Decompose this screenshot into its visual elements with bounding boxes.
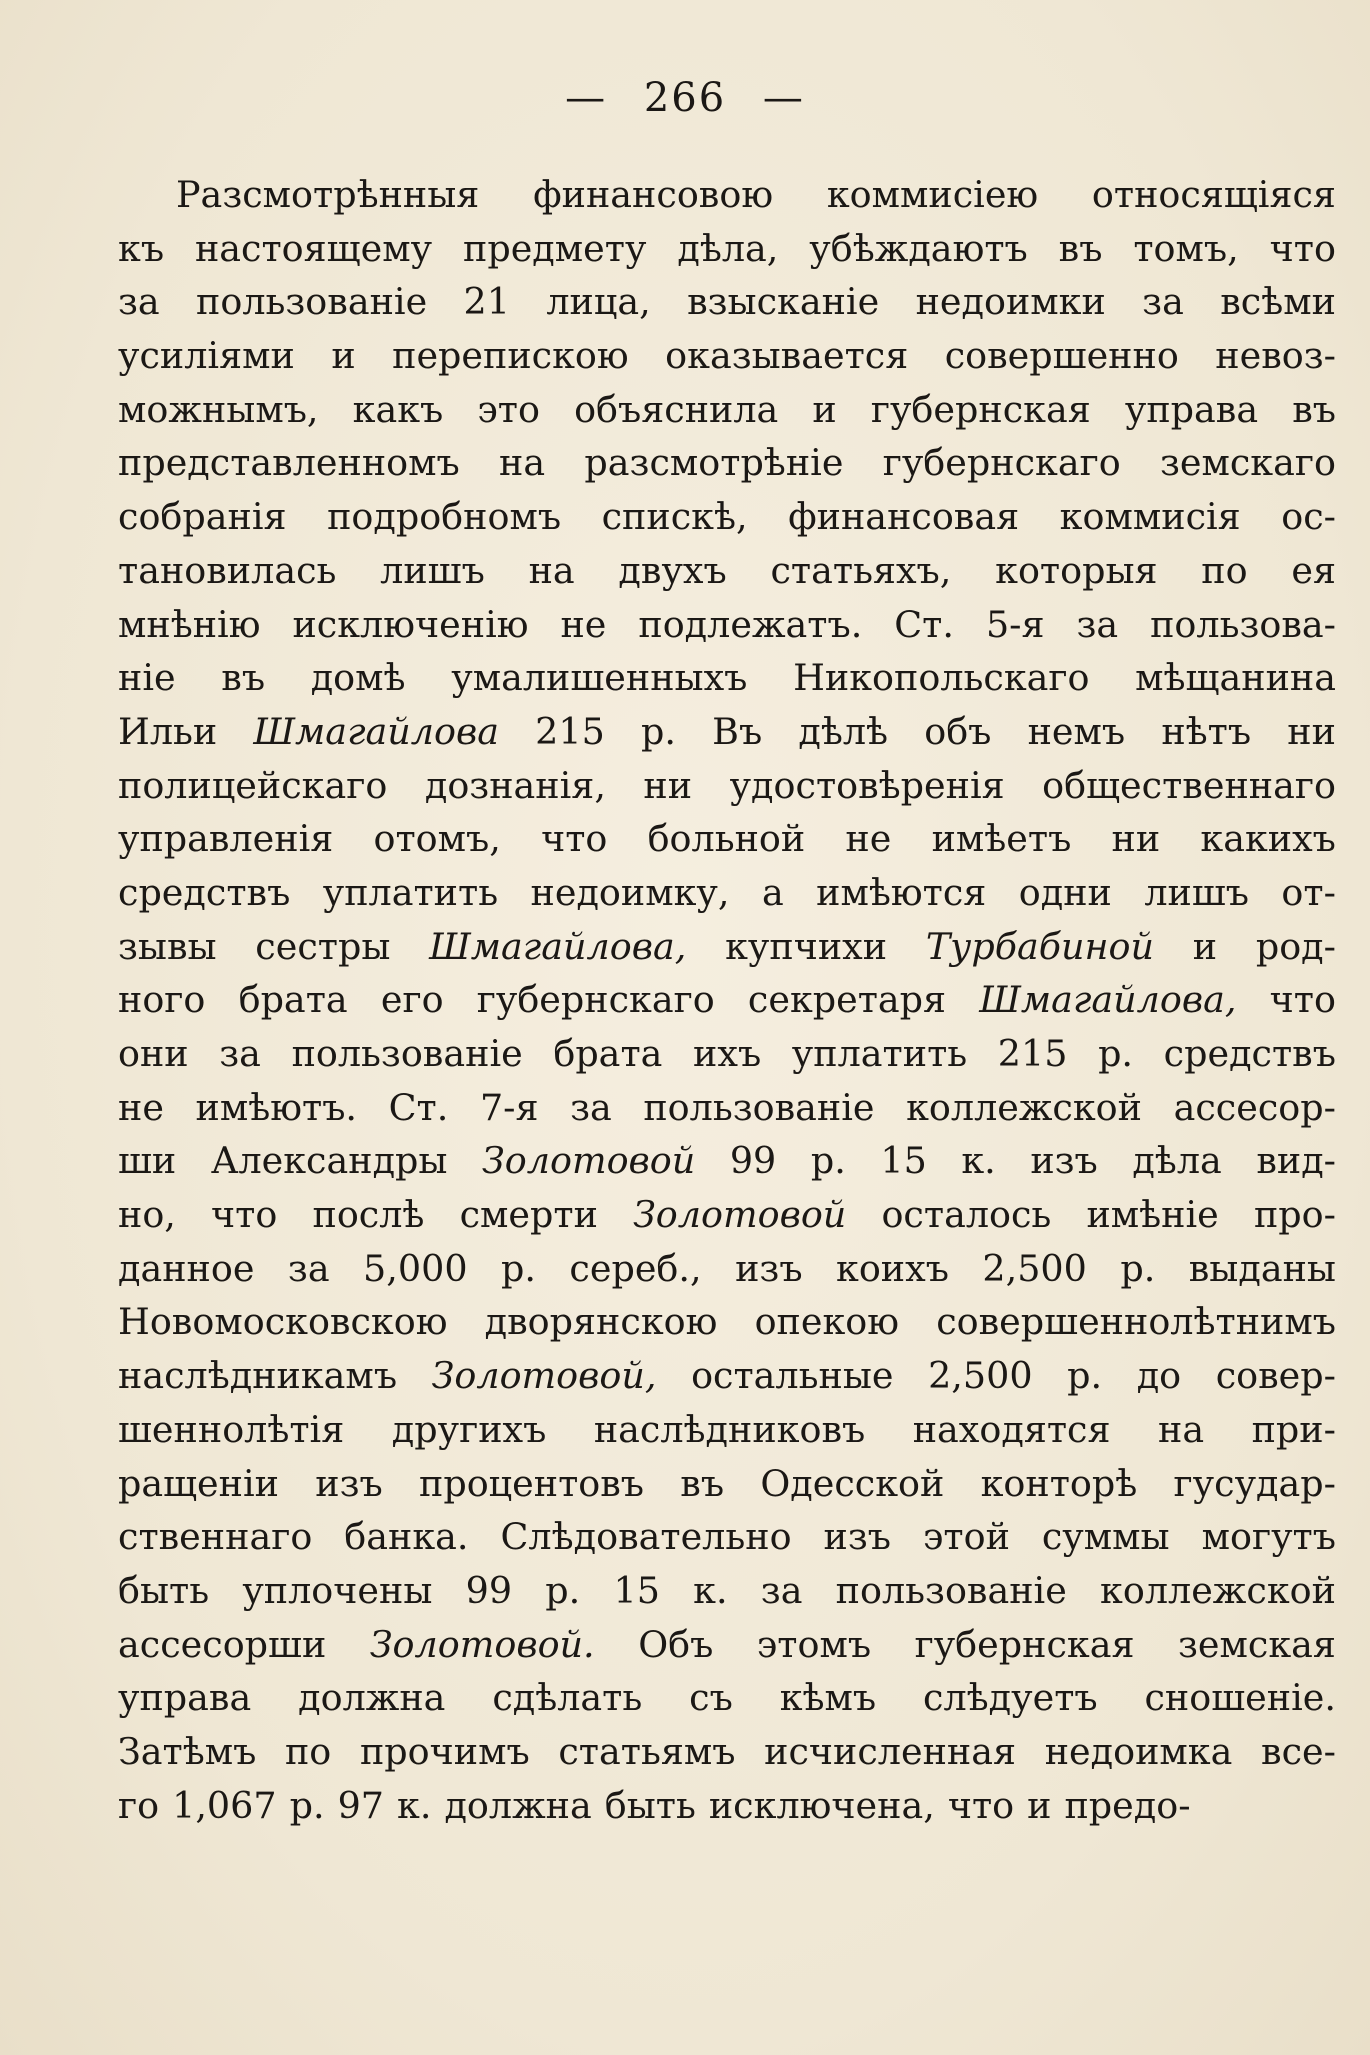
word: к.: [961, 1139, 996, 1183]
word: изъ: [823, 1515, 891, 1559]
word: Въ: [712, 709, 763, 753]
word: двухъ: [618, 548, 727, 592]
word: конторѣ: [980, 1461, 1138, 1505]
word: дѣла,: [677, 226, 779, 270]
word: и: [812, 387, 837, 431]
word: р.: [1067, 1354, 1103, 1398]
word: род-: [1255, 924, 1336, 968]
text-line: [118, 705, 1336, 759]
word: Разсмотрѣнныя: [176, 173, 480, 216]
word: исключенiю: [292, 602, 529, 646]
page-header: [0, 68, 1370, 128]
word: на: [499, 441, 546, 485]
word: другихъ: [391, 1407, 547, 1451]
word: все-: [1261, 1729, 1336, 1773]
word: которыя: [995, 548, 1158, 592]
word: уплочены: [242, 1568, 433, 1612]
word: за: [287, 1246, 330, 1290]
word: ственнаго: [118, 1515, 313, 1559]
word: представленномъ: [118, 441, 460, 485]
word: остальные: [691, 1354, 894, 1398]
text-line: [118, 1081, 1336, 1135]
word: имѣются: [816, 870, 987, 914]
word: смерти: [459, 1193, 598, 1237]
body-text: [118, 168, 1336, 1832]
word: секретаря: [747, 978, 947, 1022]
text-line: [118, 1618, 1336, 1672]
word: губернская: [914, 1622, 1135, 1666]
text-line: [118, 383, 1336, 437]
text-line: [118, 1779, 1336, 1833]
word: тановилась: [118, 548, 337, 592]
word: предмету: [463, 226, 647, 270]
word: этой: [922, 1515, 1010, 1559]
word: взысканiе: [687, 280, 880, 324]
text-line: [118, 1457, 1336, 1511]
word: настоящему: [194, 226, 433, 270]
word: 215: [535, 709, 605, 753]
word: дѣла: [1132, 1139, 1222, 1183]
word: Александры: [210, 1139, 448, 1183]
word: пользова-: [1150, 602, 1336, 646]
word: имѣетъ: [931, 817, 1072, 861]
text-line: [118, 222, 1336, 276]
word: за: [1142, 280, 1184, 324]
word: на: [1158, 1407, 1205, 1451]
word: и: [331, 334, 356, 378]
word: имѣютъ.: [195, 1085, 358, 1129]
word: 5,000: [363, 1246, 468, 1290]
word: какъ: [352, 387, 444, 431]
word: от-: [1281, 870, 1336, 914]
word: 5-я: [985, 602, 1045, 646]
text-line: [118, 920, 1336, 974]
italic-word: Золотовой.: [369, 1622, 595, 1666]
word: и: [1027, 1783, 1052, 1827]
italic-word: Золотовой: [482, 1139, 696, 1183]
word: совершеннолѣтнимъ: [936, 1300, 1336, 1344]
word: въ: [680, 1461, 725, 1505]
italic-word: Шмагайлова,: [429, 924, 687, 968]
word: ассесорши: [118, 1622, 327, 1666]
word: управа: [118, 1676, 252, 1720]
word: этомъ: [756, 1622, 872, 1666]
italic-word: Шмагайлова,: [979, 978, 1237, 1022]
word: могутъ: [1201, 1515, 1336, 1559]
word: исчисленная: [764, 1729, 1017, 1773]
word: ос-: [1281, 495, 1336, 539]
word: р.: [641, 709, 676, 753]
word: уплатить: [322, 870, 499, 914]
word: про-: [1253, 1193, 1336, 1237]
word: предо-: [1064, 1783, 1191, 1827]
word: умалишенныхъ: [451, 656, 748, 700]
text-line: [118, 436, 1336, 490]
word: вид-: [1256, 1139, 1336, 1183]
word: купчихи: [725, 924, 888, 968]
word: оказывается: [665, 334, 909, 378]
word: коллежской: [1100, 1568, 1336, 1612]
word: исключена,: [708, 1783, 935, 1827]
text-line: [118, 651, 1336, 705]
page-number-dash-left: —: [565, 75, 608, 121]
word: недоимки: [915, 280, 1106, 324]
word: что: [541, 817, 608, 861]
word: за: [570, 1085, 612, 1129]
word: р.: [289, 1783, 325, 1827]
word: удостовѣренiя: [729, 763, 1005, 807]
word: кѣмъ: [779, 1676, 877, 1720]
word: собранiя: [118, 495, 287, 539]
word: 215: [997, 1032, 1068, 1075]
word: они: [118, 1032, 189, 1075]
word: но,: [118, 1193, 176, 1237]
word: коммисiя: [1059, 495, 1241, 539]
word: данное: [118, 1246, 255, 1290]
word: Никопольскаго: [793, 656, 1090, 700]
word: осталось: [881, 1193, 1052, 1237]
word: сдѣлать: [492, 1676, 643, 1720]
word: недоимку,: [530, 870, 730, 914]
word: спискѣ,: [601, 495, 748, 539]
text-line: [118, 1564, 1336, 1618]
text-line: [118, 1403, 1336, 1457]
word: 15: [613, 1568, 660, 1612]
word: ращенiи: [118, 1461, 279, 1505]
word: послѣ: [312, 1193, 425, 1237]
word: объяснила: [574, 387, 779, 431]
word: лица,: [546, 280, 651, 324]
word: 2,500: [982, 1246, 1087, 1290]
italic-word: Турбабиной: [925, 924, 1155, 968]
word: не: [118, 1085, 164, 1129]
text-line: [118, 168, 1336, 222]
word: изъ: [1030, 1139, 1098, 1183]
word: быть: [604, 1783, 696, 1827]
word: на: [528, 548, 575, 592]
word: ни: [643, 763, 693, 807]
word: гусудар-: [1173, 1461, 1336, 1505]
text-line: [118, 275, 1336, 329]
word: опекою: [754, 1300, 900, 1344]
word: изъ: [315, 1461, 383, 1505]
word: к.: [693, 1568, 728, 1612]
word: нiе: [118, 656, 176, 700]
word: выданы: [1188, 1246, 1336, 1290]
text-line: [118, 759, 1336, 813]
word: въ: [221, 656, 266, 700]
word: статьямъ: [558, 1729, 736, 1773]
text-line: [118, 1188, 1336, 1242]
word: Объ: [638, 1622, 714, 1666]
word: средствъ: [1163, 1032, 1336, 1075]
word: Ильи: [118, 709, 218, 753]
word: Одесской: [760, 1461, 945, 1505]
word: къ: [118, 226, 165, 270]
word: к.: [397, 1783, 432, 1827]
word: коихъ: [836, 1246, 949, 1290]
word: брата: [553, 1032, 663, 1075]
word: го: [118, 1783, 160, 1827]
word: мѣщанина: [1135, 656, 1336, 700]
text-line: [118, 544, 1336, 598]
word: Затѣмъ: [118, 1729, 257, 1773]
word: по: [284, 1729, 332, 1773]
text-line: [118, 1242, 1336, 1296]
text-line: [118, 973, 1336, 1027]
word: одни: [1018, 870, 1112, 914]
word: ассесор-: [1173, 1085, 1336, 1129]
word: финансовою: [533, 173, 774, 216]
word: шеннолѣтiя: [118, 1407, 345, 1451]
text-line: [118, 1134, 1336, 1188]
word: слѣдуетъ: [923, 1676, 1098, 1720]
word: изъ: [735, 1246, 803, 1290]
page-number-dash-right: —: [762, 75, 805, 121]
word: 1,067: [172, 1783, 277, 1827]
word: полицейскаго: [118, 763, 388, 807]
text-line: [118, 1295, 1336, 1349]
word: какихъ: [1200, 817, 1336, 861]
word: находятся: [912, 1407, 1111, 1451]
word: имѣнiе: [1086, 1193, 1219, 1237]
word: что: [1269, 978, 1336, 1022]
word: банка.: [344, 1515, 469, 1559]
word: съ: [689, 1676, 733, 1720]
word: 99: [729, 1139, 777, 1183]
word: Ст.: [388, 1085, 449, 1129]
word: разсмотрѣнiе: [584, 441, 844, 485]
word: 2,500: [928, 1354, 1033, 1398]
word: 15: [880, 1139, 927, 1183]
word: статьяхъ,: [770, 548, 952, 592]
word: пользованiе: [643, 1085, 875, 1129]
word: томъ,: [1133, 226, 1239, 270]
word: до: [1136, 1354, 1182, 1398]
text-line: [118, 490, 1336, 544]
word: сереб.,: [569, 1246, 702, 1290]
word: отомъ,: [373, 817, 501, 861]
word: управа: [1124, 387, 1259, 431]
word: за: [219, 1032, 261, 1075]
word: сестры: [255, 924, 391, 968]
word: усилiями: [118, 334, 295, 378]
word: немъ: [1027, 709, 1126, 753]
word: пользованiе: [196, 280, 428, 324]
word: за: [118, 280, 160, 324]
word: а: [761, 870, 784, 914]
word: объ: [924, 709, 992, 753]
word: въ: [1292, 387, 1336, 431]
word: коллежской: [906, 1085, 1142, 1129]
text-line: [118, 866, 1336, 920]
word: наслѣдниковъ: [593, 1407, 866, 1451]
word: Новомосковскою: [118, 1300, 448, 1344]
word: и: [1192, 924, 1218, 968]
word: мнѣнiю: [118, 602, 261, 646]
word: лишъ: [1144, 870, 1249, 914]
word: всѣми: [1220, 280, 1336, 324]
word: что: [211, 1193, 278, 1237]
word: сношенiе.: [1144, 1676, 1336, 1720]
word: относящiяся: [1091, 173, 1336, 216]
word: пользованiе: [835, 1568, 1067, 1612]
word: зывы: [118, 924, 217, 968]
word: ни: [1287, 709, 1336, 753]
word: губернская: [870, 387, 1091, 431]
word: его: [380, 978, 444, 1022]
italic-word: Золотовой,: [431, 1354, 657, 1398]
word: не: [845, 817, 892, 861]
word: суммы: [1041, 1515, 1170, 1559]
word: совер-: [1215, 1354, 1336, 1398]
word: брата: [238, 978, 348, 1022]
word: процентовъ: [419, 1461, 645, 1505]
word: р.: [810, 1139, 846, 1183]
word: домѣ: [310, 656, 406, 700]
word: прочимъ: [359, 1729, 530, 1773]
word: р.: [545, 1568, 581, 1612]
text-line: [118, 812, 1336, 866]
word: дворянскою: [484, 1300, 718, 1344]
word: не: [560, 602, 607, 646]
word: перепискою: [392, 334, 629, 378]
word: убѣждаютъ: [809, 226, 1028, 270]
text-line: [118, 329, 1336, 383]
word: ного: [118, 978, 206, 1022]
word: совершенно: [944, 334, 1179, 378]
text-line: [118, 1671, 1336, 1725]
word: 97: [337, 1783, 385, 1827]
word: что: [1269, 226, 1336, 270]
italic-word: Шмагайлова: [253, 709, 499, 753]
text-line: [118, 1027, 1336, 1081]
word: наслѣдникамъ: [118, 1354, 398, 1398]
word: губернскаго: [476, 978, 715, 1022]
word: ея: [1291, 548, 1336, 592]
word: р.: [501, 1246, 536, 1290]
italic-word: Золотовой: [633, 1193, 847, 1237]
word: Слѣдовательно: [500, 1515, 792, 1559]
text-line: [118, 1349, 1336, 1403]
word: 21: [463, 280, 510, 324]
word: при-: [1251, 1407, 1336, 1451]
word: должна: [444, 1783, 592, 1827]
word: ихъ: [693, 1032, 762, 1075]
word: можнымъ,: [118, 387, 319, 431]
text-line: [118, 598, 1336, 652]
word: за: [760, 1568, 803, 1612]
word: коммисiею: [826, 173, 1039, 216]
word: быть: [118, 1568, 210, 1612]
word: 7-я: [479, 1085, 539, 1129]
word: управленiя: [118, 817, 334, 861]
word: за: [1076, 602, 1119, 646]
word: въ: [1058, 226, 1103, 270]
word: ни: [1111, 817, 1161, 861]
word: это: [477, 387, 540, 431]
word: дознанiя,: [424, 763, 606, 807]
word: ши: [118, 1139, 177, 1183]
word: 99: [465, 1568, 513, 1612]
word: по: [1201, 548, 1248, 592]
word: финансовая: [788, 495, 1020, 539]
word: подлежатъ.: [638, 602, 863, 646]
word: невоз-: [1215, 334, 1336, 378]
word: лишъ: [380, 548, 485, 592]
word: уплатить: [791, 1032, 968, 1075]
word: дѣлѣ: [798, 709, 889, 753]
word: должна: [298, 1676, 446, 1720]
word: р.: [1098, 1032, 1134, 1075]
word: Ст.: [894, 602, 954, 646]
word: земская: [1178, 1622, 1336, 1666]
word: р.: [1120, 1246, 1156, 1290]
word: недоимка: [1044, 1729, 1233, 1773]
word: подробномъ: [327, 495, 562, 539]
word: нѣтъ: [1161, 709, 1252, 753]
word: что: [947, 1783, 1015, 1827]
text-line: [118, 1725, 1336, 1779]
page-number: 266: [643, 75, 727, 121]
text-line: [118, 1510, 1336, 1564]
word: общественнаго: [1042, 763, 1336, 807]
word: средствъ: [118, 870, 291, 914]
word: земскаго: [1159, 441, 1336, 485]
word: пользованiе: [291, 1032, 523, 1075]
word: губернскаго: [882, 441, 1121, 485]
word: больной: [647, 817, 806, 861]
